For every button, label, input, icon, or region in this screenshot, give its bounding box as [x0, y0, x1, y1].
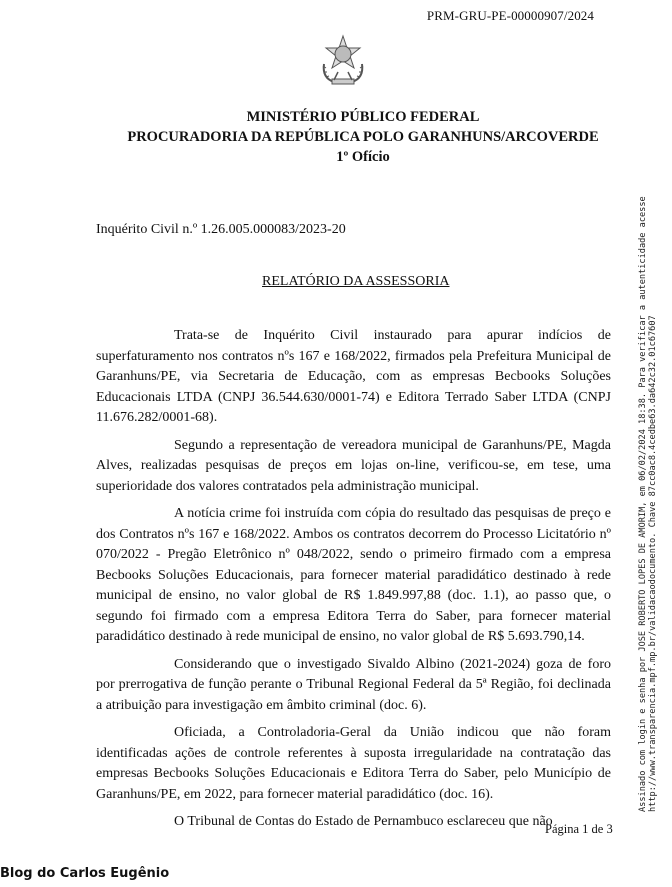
paragraph: Considerando que o investigado Sivaldo Albino (2021-2024) goza de foro por prerrogativa de função perante o Tribunal Regional Federal da 5ª Região, foi declinada a atribuição para investigação em âmbito criminal (doc. 6). [96, 656, 611, 713]
paragraph: Segundo a representação de vereadora municipal de Garanhuns/PE, Magda Alves, realizadas pesquisas de preços em lojas on-line, verificou-se, em tese, uma superioridade dos valores contratados pela administração municipal. [96, 437, 611, 494]
inquerito-reference: Inquérito Civil n.º 1.26.005.000083/2023-20 [96, 222, 346, 237]
header-procuradoria: PROCURADORIA DA REPÚBLICA POLO GARANHUNS/ARCOVERDE [127, 129, 599, 145]
signature-verification-text [638, 196, 658, 812]
document-header [0, 107, 672, 167]
page-number: Página 1 de 3 [545, 822, 613, 836]
blog-watermark: Blog do Carlos Eugênio [0, 866, 170, 881]
header-office: 1º Ofício [336, 149, 390, 165]
paragraph: O Tribunal de Contas do Estado de Pernambuco esclareceu que não [174, 814, 553, 829]
body-text [96, 326, 611, 840]
header-ministry: MINISTÉRIO PÚBLICO FEDERAL [246, 109, 480, 125]
signature-line: Assinado com login e senha por JOSE ROBERTO LOPES DE AMORIM, em 06/02/2024 18:38. Para verificar a autenticidade acesse [638, 196, 648, 812]
report-title: RELATÓRIO DA ASSESSORIA [262, 274, 450, 289]
paragraph: A notícia crime foi instruída com cópia do resultado das pesquisas de preço e dos Contratos nºs 167 e 168/2022. Ambos os contratos decorrem do Processo Licitatório nº 070/2022 - Pregão Eletrônico nº 048/2022, sendo o primeiro firmado com a empresa Becbooks Soluções Educacionais, para fornecer material paradidático destinado à rede municipal de ensino, no valor global de R$ 1.849.997,88 (doc. 1.1), ao passo que, o segundo foi firmado com a empresa Editora Terra do Saber, para fornecer material paradidático destinado à rede municipal de ensino, no valor global de R$ 5.693.790,14. [96, 506, 611, 644]
paragraph: Trata-se de Inquérito Civil instaurado para apurar indícios de superfaturamento nos contratos nºs 167 e 168/2022, firmados pela Prefeitura Municipal de Garanhuns/PE, via Secretaria de Educação, com as empresas Becbooks Soluções Educacionais LTDA (CNPJ 36.544.630/0001-74) e Editora Terrado Saber LTDA (CNPJ 11.676.282/0001-68). [96, 328, 611, 425]
verification-link: http://www.transparencia.mpf.mp.br/validacaodocumento. Chave 87cc0ac8.4cedbe63.da642c32.01c67607 [648, 315, 658, 812]
brazil-coat-of-arms-icon [318, 34, 368, 88]
document-number: PRM-GRU-PE-00000907/2024 [426, 8, 594, 23]
paragraph: Oficiada, a Controladoria-Geral da União indicou que não foram identificadas ações de controle referentes à suposta irregularidade na contratação das empresas Becbooks Soluções Educacionais e Editora Terra do Saber, pelo Município de Garanhuns/PE, em 2022, para fornecer material paradidático (doc. 16). [96, 725, 611, 802]
